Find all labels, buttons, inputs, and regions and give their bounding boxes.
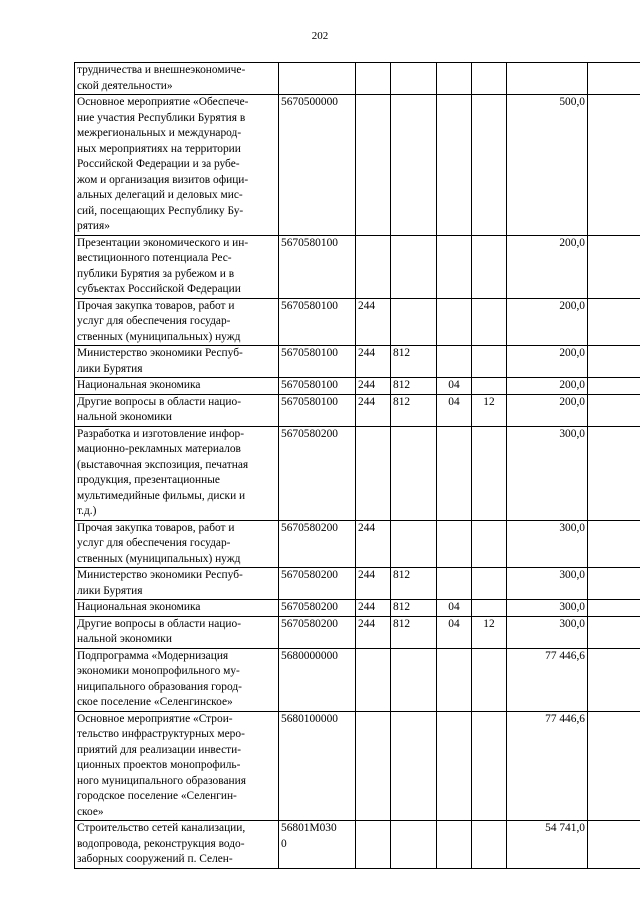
row-name: трудничества и внешнеэкономиче- ской деятельности» [75,63,279,95]
row-subsection [472,426,507,520]
row-section [437,298,472,346]
row-extra-cell [588,378,640,395]
row-extra-cell [588,63,640,95]
row-sum: 200,0 [507,235,588,298]
row-name: Национальная экономика [75,600,279,617]
row-code: 5670580200 [279,600,356,617]
table-row [75,378,640,395]
table-row [75,568,640,600]
row-ministry-code [391,63,437,95]
row-code: 5670500000 [279,95,356,236]
row-expense-type [356,821,391,869]
row-extra-cell [588,520,640,568]
row-expense-type: 244 [356,520,391,568]
row-ministry-code: 812 [391,378,437,395]
row-section [437,711,472,821]
row-ministry-code: 812 [391,568,437,600]
row-extra-cell [588,426,640,520]
row-code: 56801М030 0 [279,821,356,869]
row-code: 5680000000 [279,648,356,711]
row-extra-cell [588,95,640,236]
row-ministry-code: 812 [391,394,437,426]
table-row [75,648,640,711]
row-extra-cell [588,616,640,648]
table-row [75,616,640,648]
row-extra-cell [588,711,640,821]
row-sum: 300,0 [507,426,588,520]
row-ministry-code [391,648,437,711]
row-section: 04 [437,616,472,648]
row-extra-cell [588,648,640,711]
row-name: Национальная экономика [75,378,279,395]
row-subsection [472,711,507,821]
row-code: 5670580200 [279,426,356,520]
row-name: Министерство экономики Респуб- лики Бурятия [75,568,279,600]
row-expense-type: 244 [356,600,391,617]
row-name: Прочая закупка товаров, работ и услуг для обеспечения государ- ственных (муниципальных) нужд [75,298,279,346]
row-ministry-code: 812 [391,346,437,378]
table-row [75,520,640,568]
row-ministry-code [391,298,437,346]
row-section [437,568,472,600]
row-ministry-code [391,711,437,821]
row-ministry-code: 812 [391,616,437,648]
table-row [75,600,640,617]
row-sum: 200,0 [507,378,588,395]
row-subsection [472,600,507,617]
row-name: Основное мероприятие «Строи- тельство инфраструктурных меро- приятий для реализации инвести- ционных проектов монопрофиль- ного муниципального образования городское поселение «Селенгин- ское» [75,711,279,821]
row-code: 5670580100 [279,298,356,346]
row-subsection [472,648,507,711]
row-sum: 54 741,0 [507,821,588,869]
row-name: Разработка и изготовление инфор- мационно-рекламных материалов (выставочная экспозиция, печатная продукция, презентационные мультимедийные фильмы, диски и т.д.) [75,426,279,520]
row-extra-cell [588,235,640,298]
row-name: Строительство сетей канализации, водопровода, реконструкция водо- заборных сооружений п. Селен- [75,821,279,869]
budget-table-body [75,63,640,869]
row-expense-type: 244 [356,394,391,426]
row-section [437,426,472,520]
table-row [75,298,640,346]
row-sum: 300,0 [507,616,588,648]
row-subsection [472,378,507,395]
row-section: 04 [437,600,472,617]
row-expense-type [356,95,391,236]
row-extra-cell [588,298,640,346]
row-subsection [472,298,507,346]
row-extra-cell [588,821,640,869]
row-subsection [472,568,507,600]
row-code: 5670580100 [279,378,356,395]
table-row [75,346,640,378]
row-section [437,648,472,711]
row-expense-type [356,648,391,711]
budget-table [74,62,640,869]
row-subsection [472,63,507,95]
row-code: 5670580100 [279,394,356,426]
row-sum: 200,0 [507,394,588,426]
row-name: Другие вопросы в области нацио- нальной экономики [75,394,279,426]
row-sum: 300,0 [507,520,588,568]
row-code: 5680100000 [279,711,356,821]
row-sum: 77 446,6 [507,648,588,711]
table-row [75,95,640,236]
row-section: 04 [437,378,472,395]
table-row [75,821,640,869]
row-name: Министерство экономики Респуб- лики Бурятия [75,346,279,378]
row-subsection [472,821,507,869]
row-subsection [472,235,507,298]
row-code: 5670580100 [279,346,356,378]
row-section [437,63,472,95]
row-section [437,235,472,298]
row-sum [507,63,588,95]
table-row [75,235,640,298]
row-expense-type: 244 [356,568,391,600]
row-subsection [472,346,507,378]
row-code [279,63,356,95]
row-sum: 200,0 [507,298,588,346]
row-sum: 300,0 [507,600,588,617]
row-ministry-code [391,235,437,298]
row-code: 5670580200 [279,616,356,648]
row-section [437,95,472,236]
row-subsection: 12 [472,616,507,648]
row-subsection: 12 [472,394,507,426]
table-row [75,63,640,95]
row-name: Прочая закупка товаров, работ и услуг для обеспечения государ- ственных (муниципальных) нужд [75,520,279,568]
row-section [437,346,472,378]
table-row [75,711,640,821]
row-expense-type [356,235,391,298]
row-ministry-code [391,95,437,236]
page-number: 202 [311,30,329,42]
row-code: 5670580100 [279,235,356,298]
row-ministry-code [391,821,437,869]
row-sum: 300,0 [507,568,588,600]
row-ministry-code: 812 [391,600,437,617]
row-subsection [472,95,507,236]
row-name: Основное мероприятие «Обеспече- ние участия Республики Бурятия в межрегиональных и международ- ных мероприятиях на территории Российской Федерации и за рубе- жом и организация визитов офици- альных делегаций и деловых мис- сий, посещающих Республику Бу- рятия» [75,95,279,236]
table-row [75,426,640,520]
row-name: Презентации экономического и ин- вестиционного потенциала Рес- публики Бурятия за рубежом и в субъектах Российской Федерации [75,235,279,298]
row-ministry-code [391,426,437,520]
row-extra-cell [588,346,640,378]
row-code: 5670580200 [279,568,356,600]
row-expense-type [356,63,391,95]
row-section: 04 [437,394,472,426]
row-expense-type [356,711,391,821]
row-extra-cell [588,394,640,426]
row-code: 5670580200 [279,520,356,568]
table-row [75,394,640,426]
row-expense-type: 244 [356,616,391,648]
row-sum: 500,0 [507,95,588,236]
row-name: Подпрограмма «Модернизация экономики монопрофильного му- ниципального образования город- ское поселение «Селенгинское» [75,648,279,711]
row-sum: 77 446,6 [507,711,588,821]
row-extra-cell [588,600,640,617]
row-expense-type [356,426,391,520]
row-section [437,821,472,869]
row-expense-type: 244 [356,378,391,395]
row-extra-cell [588,568,640,600]
row-section [437,520,472,568]
row-expense-type: 244 [356,298,391,346]
row-sum: 200,0 [507,346,588,378]
row-ministry-code [391,520,437,568]
row-subsection [472,520,507,568]
row-name: Другие вопросы в области нацио- нальной экономики [75,616,279,648]
row-expense-type: 244 [356,346,391,378]
